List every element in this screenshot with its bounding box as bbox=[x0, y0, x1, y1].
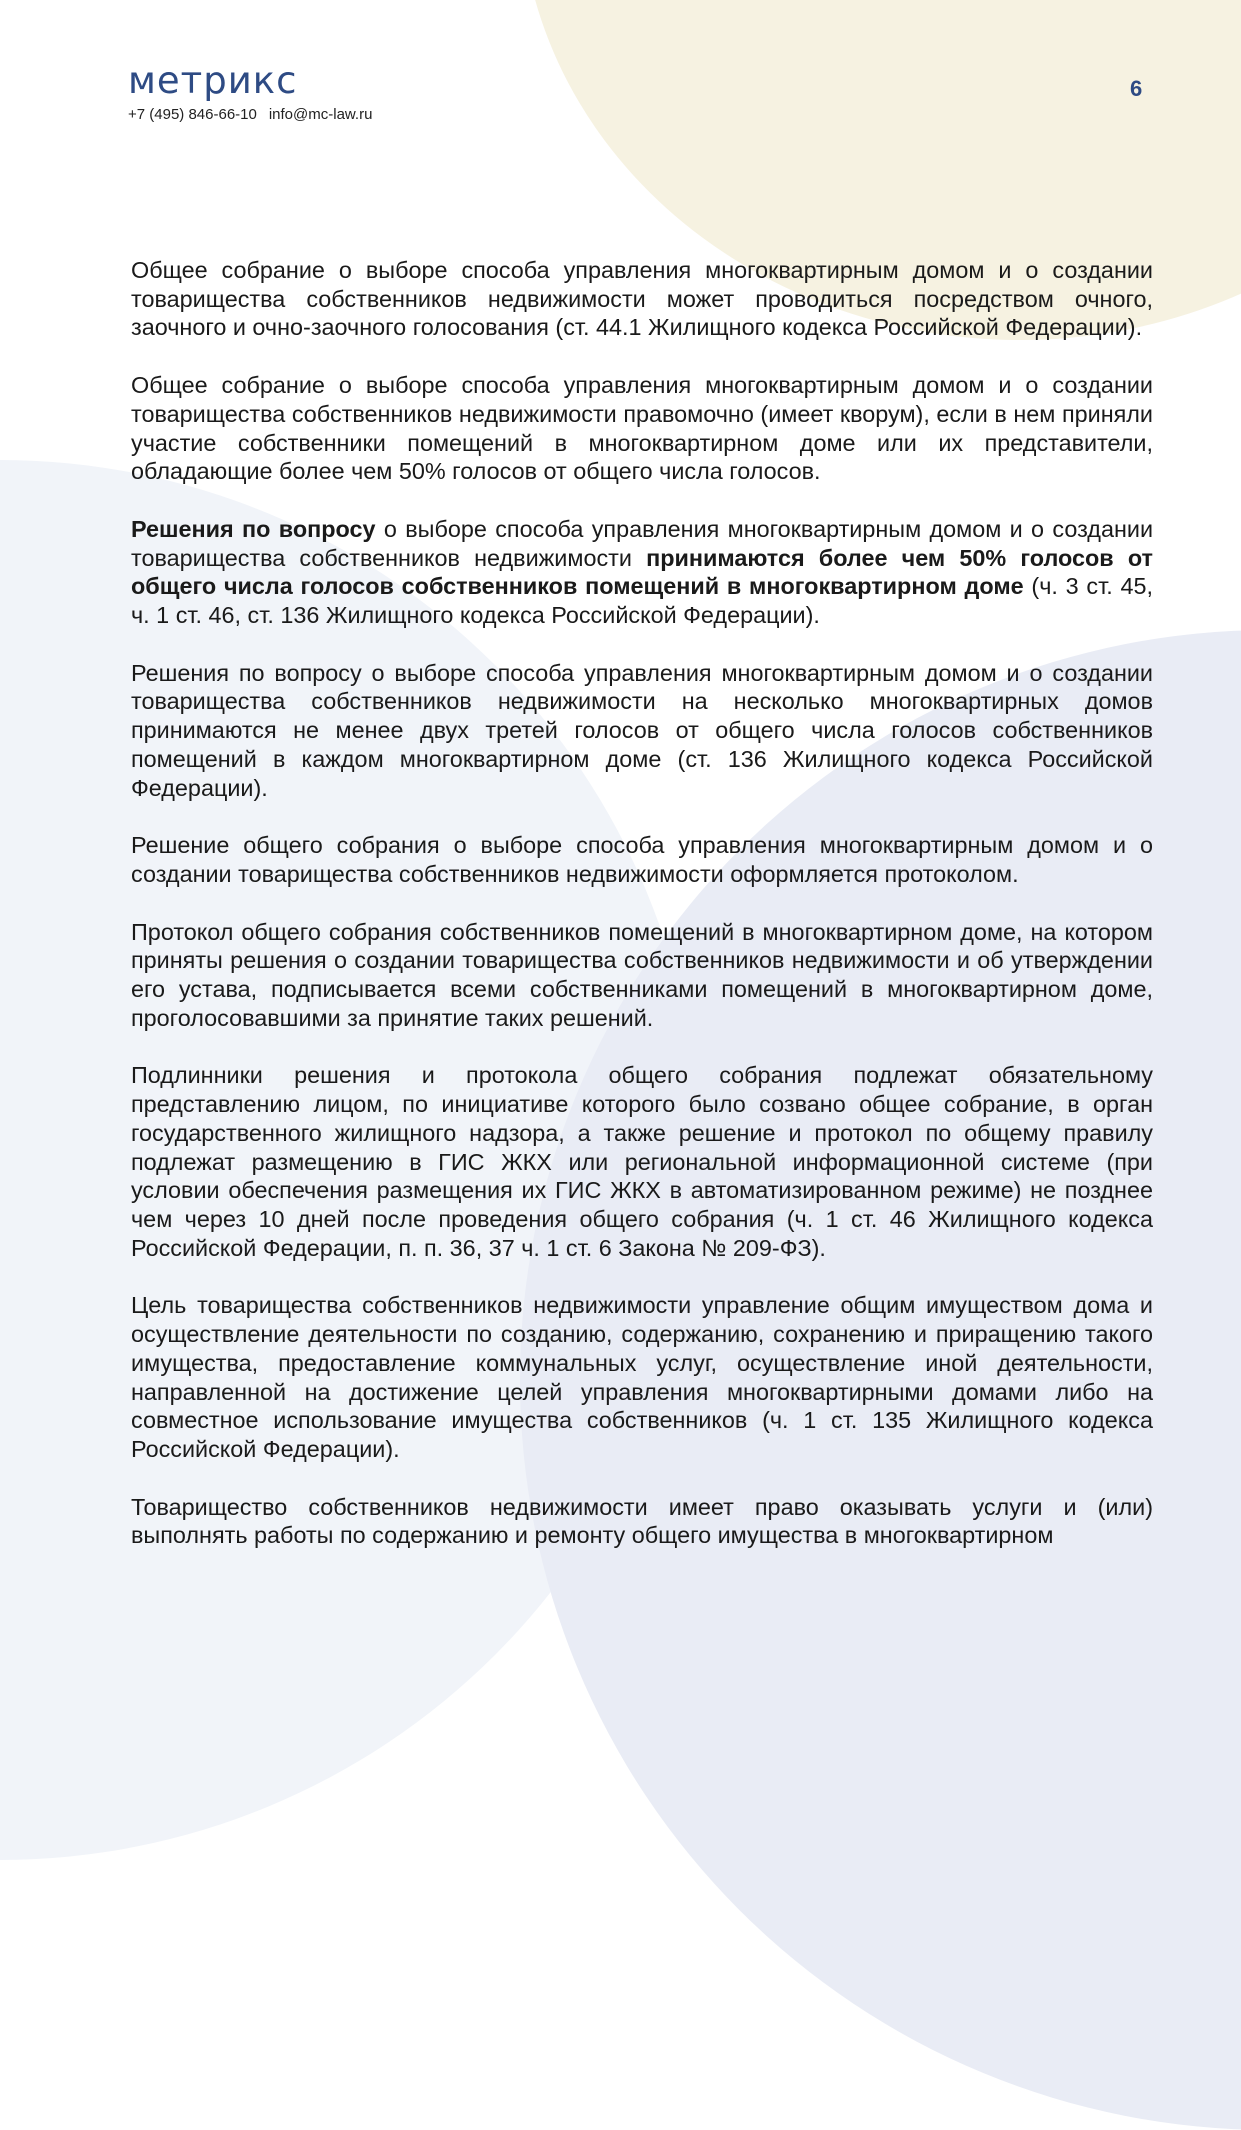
page-number: 6 bbox=[1130, 76, 1143, 101]
phone-number: +7 (495) 846-66-10 bbox=[128, 106, 257, 123]
paragraph-originals-submission: Подлинники решения и протокола общего собрания подлежат обязательному представлению лицом, по инициативе которого было созвано общее собрание, в орган государственного жилищного надзора, а также решение и протокол по общему правилу подлежат размещению в ГИС ЖКХ или региональной информационной системе (при условии обеспечения размещения их ГИС ЖКХ в автоматизированном режиме) не позднее чем через 10 дней после проведения общего собрания (ч. 1 ст. 46 Жилищного кодекса Российской Федерации, п. п. 36, 37 ч. 1 ст. 6 Закона № 209-ФЗ). bbox=[131, 1062, 1153, 1261]
paragraph-purpose: Цель товарищества собственников недвижимости управление общим имуществом дома и осуществление деятельности по созданию, содержанию, сохранению и приращению такого имущества, предоставление коммунальных услуг, осуществление иной деятельности, направленной на достижение целей управления многоквартирными домами либо на совместное использование имущества собственников (ч. 1 ст. 135 Жилищного кодекса Российской Федерации). bbox=[131, 1292, 1153, 1462]
paragraph-protocol: Решение общего собрания о выборе способа управления многоквартирным домом и о создании товарищества собственников недвижимости оформляется протоколом. bbox=[131, 832, 1153, 887]
paragraph-services: Товарищество собственников недвижимости имеет право оказывать услуги и (или) выполнять работы по содержанию и ремонту общего имущества в многоквартирном bbox=[131, 1493, 1153, 1549]
paragraph-text: о выборе способа управления многоквартирным домом и о создании товарищества собственников недвижимости bbox=[131, 515, 1154, 571]
bold-text: принимаются более чем 50% голосов от общего числа голосов собственников помещений в многоквартирном доме bbox=[131, 544, 1153, 600]
paragraph-decision-majority bbox=[131, 515, 1153, 630]
page-header bbox=[128, 60, 372, 123]
paragraph-text: (ч. 3 ст. 45, ч. 1 ст. 46, ст. 136 Жилищного кодекса Российской Федерации). bbox=[131, 573, 1153, 629]
paragraph-voting-forms: Общее собрание о выборе способа управления многоквартирным домом и о создании товарищества собственников недвижимости может проводиться посредством очного, заочного и очно-заочного голосования (ст. 44.1 Жилищного кодекса Российской Федерации). bbox=[131, 257, 1153, 341]
company-logo: метрикс bbox=[128, 59, 298, 102]
paragraph-quorum: Общее собрание о выборе способа управления многоквартирным домом и о создании товарищества собственников недвижимости правомочно (имеет кворум), если в нем приняли участие собственники помещений в многоквартирном доме или их представители, обладающие более чем 50% голосов от общего числа голосов. bbox=[131, 372, 1153, 485]
bold-text: Решения по вопросу bbox=[131, 515, 376, 542]
email-address: info@mc-law.ru bbox=[268, 106, 373, 123]
contact-info bbox=[128, 106, 372, 123]
document-body bbox=[131, 256, 1153, 1579]
paragraph-protocol-signing: Протокол общего собрания собственников помещений в многоквартирном доме, на котором приняты решения о создании товарищества собственников недвижимости и об утверждении его устава, подписывается всеми собственниками помещений в многоквартирном доме, проголосовавшими за принятие таких решений. bbox=[131, 918, 1153, 1031]
paragraph-multiple-buildings: Решения по вопросу о выборе способа управления многоквартирным домом и о создании товарищества собственников недвижимости на несколько многоквартирных домов принимаются не менее двух третей голосов от общего числа голосов собственников помещений в каждом многоквартирном доме (ст. 136 Жилищного кодекса Российской Федерации). bbox=[131, 659, 1153, 801]
